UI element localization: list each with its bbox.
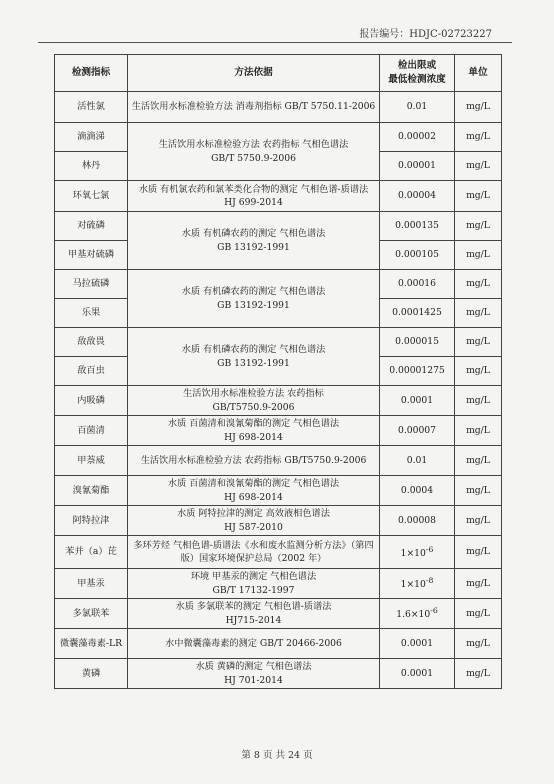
table-row <box>55 599 502 629</box>
table-row <box>55 446 502 476</box>
cell-unit: mg/L <box>455 212 502 241</box>
cell-unit: mg/L <box>455 92 502 123</box>
cell-unit: mg/L <box>455 123 502 152</box>
table-row <box>55 536 502 569</box>
cell-limit: 0.000135 <box>380 212 455 241</box>
cell-indicator: 黄磷 <box>55 659 128 689</box>
cell-limit <box>380 536 455 569</box>
cell-unit: mg/L <box>455 328 502 357</box>
cell-indicator: 苯并（a）芘 <box>55 536 128 569</box>
cell-method: 水质 百菌清和溴氰菊酯的测定 气相色谱法 HJ 698-2014 <box>128 416 380 446</box>
cell-method: 水质 百菌清和溴氰菊酯的测定 气相色谱法 HJ 698-2014 <box>128 476 380 506</box>
cell-indicator: 敌敌畏 <box>55 328 128 357</box>
cell-method: 水质 多氯联苯的测定 气相色谱-质谱法 HJ715-2014 <box>128 599 380 629</box>
cell-method: 水质 有机磷农药的测定 气相色谱法 GB 13192-1991 <box>128 212 380 270</box>
table-row <box>55 181 502 212</box>
cell-method: 水质 有机氯农药和氯苯类化合物的测定 气相色谱-质谱法 HJ 699-2014 <box>128 181 380 212</box>
cell-unit: mg/L <box>455 506 502 536</box>
cell-method: 环境 甲基汞的测定 气相色谱法 GB/T 17132-1997 <box>128 569 380 599</box>
cell-method: 生活饮用水标准检验方法 农药指标 GB/T5750.9-2006 <box>128 386 380 416</box>
cell-method: 水中微囊藻毒素的测定 GB/T 20466-2006 <box>128 629 380 659</box>
cell-unit: mg/L <box>455 181 502 212</box>
table-header-row <box>55 55 502 92</box>
cell-limit: 0.0004 <box>380 476 455 506</box>
results-table <box>54 54 502 689</box>
cell-unit: mg/L <box>455 599 502 629</box>
cell-indicator: 对硫磷 <box>55 212 128 241</box>
cell-unit: mg/L <box>455 270 502 299</box>
limit-base: 1×10 <box>400 579 426 591</box>
cell-unit: mg/L <box>455 357 502 386</box>
cell-method: 生活饮用水标准检验方法 农药指标 GB/T5750.9-2006 <box>128 446 380 476</box>
cell-indicator: 溴氰菊酯 <box>55 476 128 506</box>
cell-indicator: 阿特拉津 <box>55 506 128 536</box>
cell-method: 多环芳烃 气相色谱-质谱法《水和废水监测分析方法》（第四版）国家环境保护总局（2002 年） <box>128 536 380 569</box>
cell-indicator: 环氧七氯 <box>55 181 128 212</box>
cell-indicator: 滴滴涕 <box>55 123 128 152</box>
cell-limit: 0.00008 <box>380 506 455 536</box>
cell-limit: 0.00001 <box>380 152 455 181</box>
cell-method: 生活饮用水标准检验方法 农药指标 气相色谱法 GB/T 5750.9-2006 <box>128 123 380 181</box>
limit-exponent: -8 <box>425 576 434 586</box>
header-limit <box>380 55 455 92</box>
cell-limit: 0.0001425 <box>380 299 455 328</box>
table-row <box>55 569 502 599</box>
cell-indicator: 林丹 <box>55 152 128 181</box>
cell-method: 生活饮用水标准检验方法 消毒剂指标 GB/T 5750.11-2006 <box>128 92 380 123</box>
limit-base: 1.6×10 <box>396 609 431 621</box>
table-row <box>55 506 502 536</box>
table-row <box>55 386 502 416</box>
table-row <box>55 416 502 446</box>
cell-limit: 0.0001 <box>380 386 455 416</box>
cell-limit <box>380 569 455 599</box>
cell-unit: mg/L <box>455 446 502 476</box>
cell-method: 水质 有机磷农药的测定 气相色谱法 GB 13192-1991 <box>128 328 380 386</box>
cell-unit: mg/L <box>455 416 502 446</box>
cell-limit <box>380 599 455 629</box>
cell-limit: 0.00002 <box>380 123 455 152</box>
cell-unit: mg/L <box>455 536 502 569</box>
header-unit: 单位 <box>455 55 502 92</box>
cell-limit: 0.0001 <box>380 629 455 659</box>
table-row <box>55 659 502 689</box>
cell-method: 水质 阿特拉津的测定 高效液相色谱法 HJ 587-2010 <box>128 506 380 536</box>
cell-limit: 0.01 <box>380 446 455 476</box>
cell-indicator: 甲基汞 <box>55 569 128 599</box>
header-indicator: 检测指标 <box>55 55 128 92</box>
cell-indicator: 多氯联苯 <box>55 599 128 629</box>
limit-base: 1×10 <box>400 547 426 559</box>
table-row <box>55 476 502 506</box>
header-limit-line1: 检出限或 <box>397 60 437 72</box>
table-row <box>55 92 502 123</box>
table-row <box>55 629 502 659</box>
cell-unit: mg/L <box>455 241 502 270</box>
results-table-container <box>54 54 501 689</box>
cell-indicator: 甲萘威 <box>55 446 128 476</box>
cell-limit: 0.00004 <box>380 181 455 212</box>
cell-indicator: 马拉硫磷 <box>55 270 128 299</box>
cell-indicator: 微囊藻毒素-LR <box>55 629 128 659</box>
cell-limit: 0.00001275 <box>380 357 455 386</box>
cell-method: 水质 有机磷农药的测定 气相色谱法 GB 13192-1991 <box>128 270 380 328</box>
cell-unit: mg/L <box>455 299 502 328</box>
cell-unit: mg/L <box>455 569 502 599</box>
cell-indicator: 活性氯 <box>55 92 128 123</box>
header-method: 方法依据 <box>128 55 380 92</box>
cell-limit: 0.00016 <box>380 270 455 299</box>
page-footer: 第 8 页 共 24 页 <box>241 750 313 761</box>
cell-limit: 0.000105 <box>380 241 455 270</box>
report-number: 报告编号：HDJC-02723227 <box>359 29 492 40</box>
header-rule <box>38 42 512 43</box>
table-row <box>55 270 502 299</box>
cell-unit: mg/L <box>455 386 502 416</box>
limit-exponent: -6 <box>430 606 438 616</box>
cell-indicator: 百菌清 <box>55 416 128 446</box>
cell-limit: 0.0001 <box>380 659 455 689</box>
cell-limit: 0.01 <box>380 92 455 123</box>
table-row <box>55 123 502 152</box>
cell-unit: mg/L <box>455 476 502 506</box>
cell-indicator: 乐果 <box>55 299 128 328</box>
header-limit-line2: 最低检测浓度 <box>388 74 446 85</box>
cell-indicator: 内吸磷 <box>55 386 128 416</box>
cell-method: 水质 黄磷的测定 气相色谱法 HJ 701-2014 <box>128 659 380 689</box>
cell-unit: mg/L <box>455 629 502 659</box>
cell-unit: mg/L <box>455 659 502 689</box>
table-row <box>55 212 502 241</box>
cell-limit: 0.00007 <box>380 416 455 446</box>
table-row <box>55 328 502 357</box>
cell-unit: mg/L <box>455 152 502 181</box>
limit-exponent: -6 <box>425 544 434 554</box>
cell-indicator: 敌百虫 <box>55 357 128 386</box>
cell-limit: 0.000015 <box>380 328 455 357</box>
cell-indicator: 甲基对硫磷 <box>55 241 128 270</box>
